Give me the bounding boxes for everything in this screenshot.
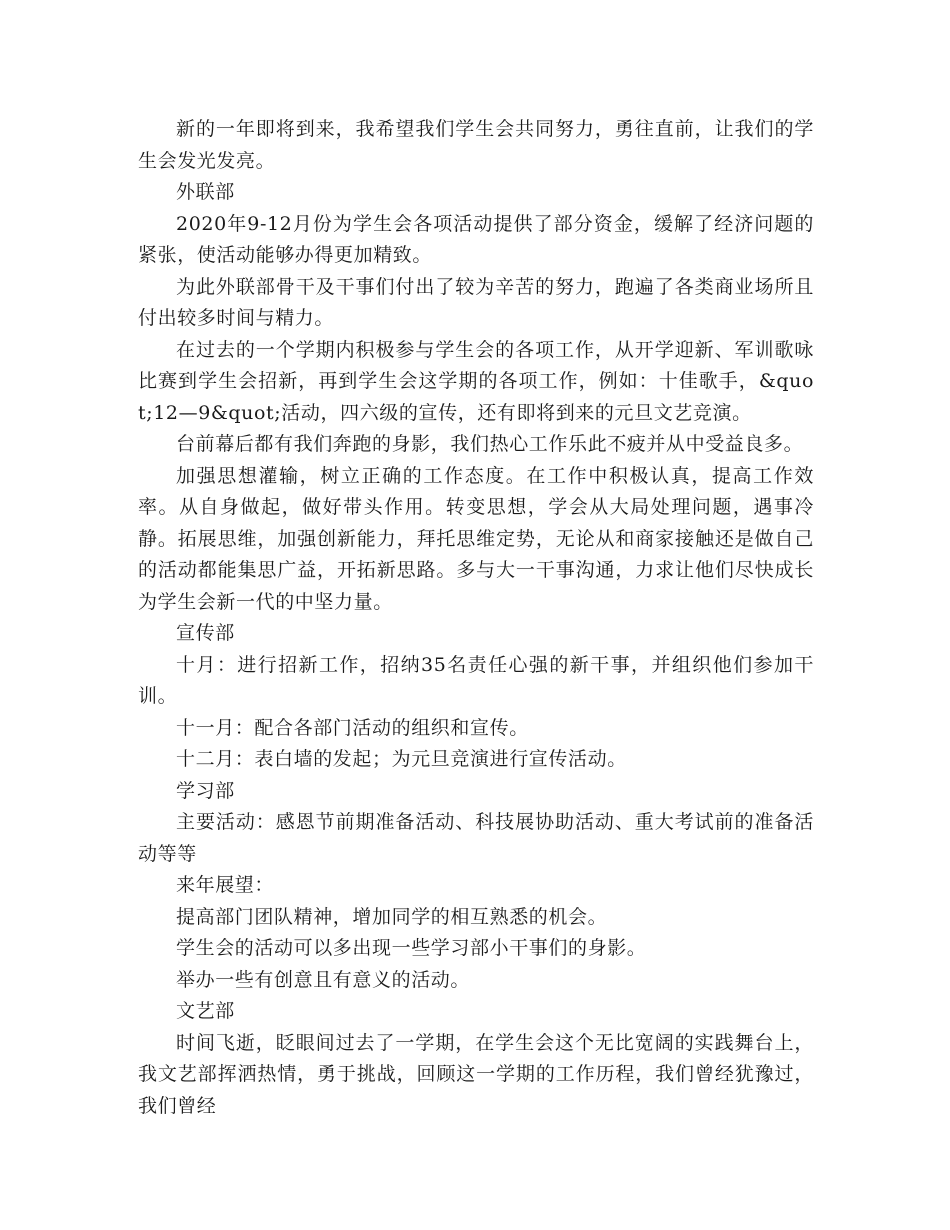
paragraph: 时间飞逝，眨眼间过去了一学期，在学生会这个无比宽阔的实践舞台上，我文艺部挥洒热情，勇于挑战，回顾这一学期的工作历程，我们曾经犹豫过，我们曾经 <box>138 1031 814 1117</box>
paragraph: 为此外联部骨干及干事们付出了较为辛苦的努力，跑遍了各类商业场所且付出较多时间与精力。 <box>138 275 814 329</box>
section-heading-xuanchuanbu: 宣传部 <box>176 622 235 644</box>
section-heading-waillianbu: 外联部 <box>176 181 235 203</box>
section-heading-wenyibu: 文艺部 <box>176 1000 235 1022</box>
paragraph: 2020年9-12月份为学生会各项活动提供了部分资金，缓解了经济问题的紧张，使活动能够办得更加精致。 <box>138 212 814 266</box>
paragraph: 十月：进行招新工作，招纳35名责任心强的新干事，并组织他们参加干训。 <box>138 653 814 707</box>
paragraph: 主要活动：感恩节前期准备活动、科技展协助活动、重大考试前的准备活动等等 <box>138 811 814 865</box>
paragraph: 十一月：配合各部门活动的组织和宣传。 <box>176 716 529 739</box>
paragraph: 学生会的活动可以多出现一些学习部小干事们的身影。 <box>176 937 647 959</box>
paragraph: 台前幕后都有我们奔跑的身影，我们热心工作乐此不疲并从中受益良多。 <box>176 433 804 455</box>
paragraph: 在过去的一个学期内积极参与学生会的各项工作，从开学迎新、军训歌咏比赛到学生会招新，再到学生会这学期的各项工作，例如：十佳歌手，&quot;12—9&quot;活动，四六级的宣传，还有即将到来的元旦文艺竞演。 <box>138 338 814 424</box>
paragraph: 十二月：表白墙的发起；为元旦竞演进行宣传活动。 <box>176 748 627 770</box>
paragraph: 来年展望： <box>176 874 275 896</box>
paragraph: 提高部门团队精神，增加同学的相互熟悉的机会。 <box>176 905 608 928</box>
paragraph: 举办一些有创意且有意义的活动。 <box>176 968 471 991</box>
paragraph: 加强思想灌输，树立正确的工作态度。在工作中积极认真，提高工作效率。从自身做起，做好带头作用。转变思想，学会从大局处理问题，遇事冷静。拓展思维，加强创新能力，拜托思维定势，无论从和商家接触还是做自己的活动都能集思广益，开拓新思路。多与大一干事沟通，力求让他们尽快成长为学生会新一代的中坚力量。 <box>138 464 814 613</box>
section-heading-xuexibu: 学习部 <box>176 779 235 802</box>
paragraph-intro: 新的一年即将到来，我希望我们学生会共同努力，勇往直前，让我们的学生会发光发亮。 <box>138 118 814 172</box>
document-page <box>138 114 814 1122</box>
